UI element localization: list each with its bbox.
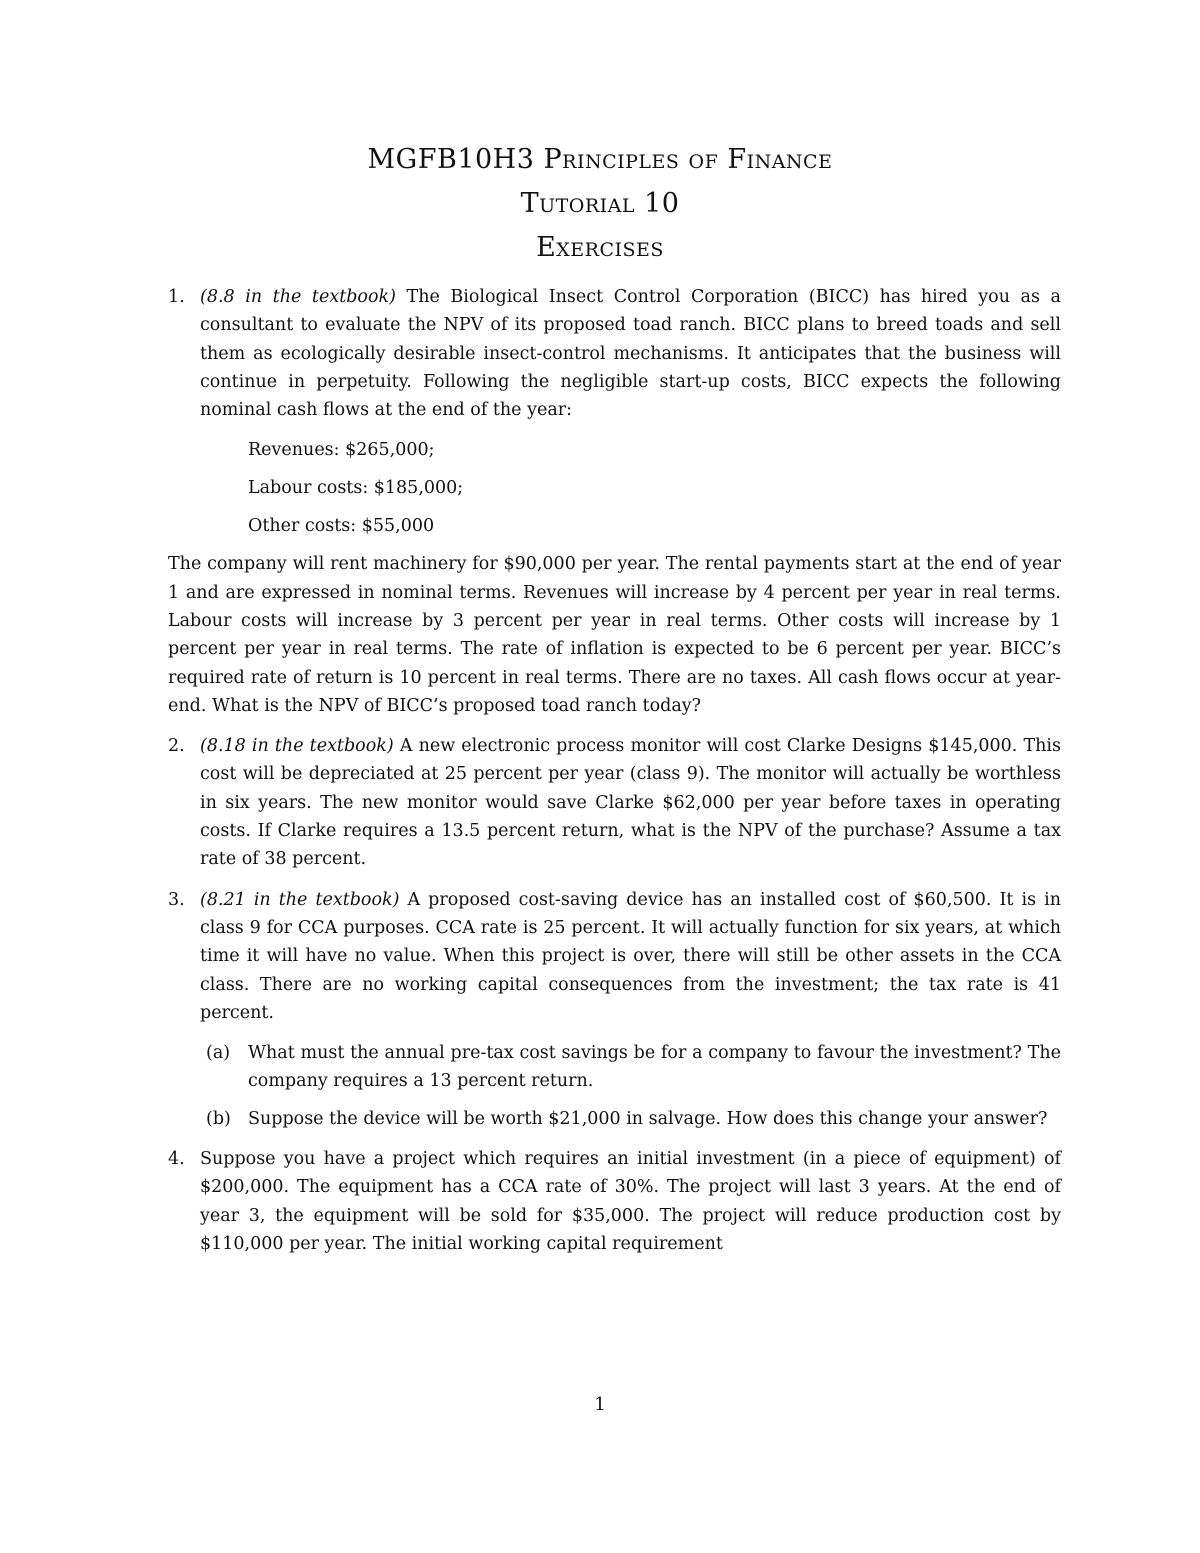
textbook-reference: (8.21 in the textbook) bbox=[200, 889, 400, 910]
textbook-reference: (8.18 in the textbook) bbox=[200, 736, 394, 757]
question-text: A proposed cost-saving device has an installed cost of $60,500. It is in class 9 for CCA purposes. CCA rate is 25 percent. It will actually function for six years, at which time it will have no value. When this project is over, there will still be other assets in the CCA class. There are no working capital consequences from the investment; the tax rate is 41 percent. bbox=[200, 889, 1061, 1023]
question-2 bbox=[168, 732, 1061, 873]
question-text: The Biological Insect Control Corporation (BICC) has hired you as a consultant to evaluate the NPV of its proposed toad ranch. BICC plans to breed toads and sell them as ecologically desirable insect-control mechanisms. It anticipates that the business will continue in perpetuity. Following the negligible start-up costs, BICC expects the following nominal cash flows at the end of the year: bbox=[200, 287, 1061, 421]
question-number: 1. bbox=[168, 287, 185, 307]
exercise-list bbox=[168, 283, 1061, 1270]
question-3 bbox=[168, 886, 1061, 1133]
part-label: (b) bbox=[206, 1108, 231, 1129]
part-text: Suppose the device will be worth $21,000 in salvage. How does this change your answer? bbox=[248, 1108, 1048, 1129]
question-4 bbox=[168, 1145, 1061, 1258]
cash-flow-labour: Labour costs: $185,000; bbox=[248, 478, 464, 499]
cash-flow-other: Other costs: $55,000 bbox=[248, 516, 435, 537]
cash-flow-list bbox=[248, 436, 1061, 540]
question-1-body: The company will rent machinery for $90,000 per year. The rental payments start at the end of year 1 and are expressed in nominal terms. Revenues will increase by 4 percent per year in real terms. Labour costs will increase by 3 percent per year in real terms. Other costs will increase by 1 percent per year in real terms. The rate of inflation is expected to be 6 percent per year. BICC’s required rate of return is 10 percent in real terms. There are no taxes. All cash flows occur at year-end. What is the NPV of BICC’s proposed toad ranch today? bbox=[168, 554, 1061, 716]
tutorial-title: Tutorial 10 bbox=[520, 188, 680, 219]
document-title bbox=[0, 138, 1200, 270]
question-number: 3. bbox=[168, 889, 185, 910]
cash-flow-revenues: Revenues: $265,000; bbox=[248, 440, 435, 461]
part-text: What must the annual pre-tax cost savings be for a company to favour the investment? The company requires a 13 percent return. bbox=[248, 1043, 1061, 1092]
textbook-reference: (8.8 in the textbook) bbox=[200, 287, 396, 307]
question-1-intro bbox=[200, 283, 1061, 424]
question-3-part-b bbox=[200, 1105, 1061, 1133]
course-title: MGFB10H3 Principles of Finance bbox=[367, 144, 833, 175]
question-3-part-a bbox=[200, 1039, 1061, 1096]
question-text: Suppose you have a project which requires an initial investment (in a piece of equipment) of $200,000. The equipment has a CCA rate of 30%. The project will last 3 years. At the end of year 3, the equipment will be sold for $35,000. The project will reduce production cost by $110,000 per year. The initial working capital requirement bbox=[200, 1149, 1061, 1254]
page-number: 1 bbox=[594, 1394, 606, 1415]
question-3-parts bbox=[200, 1039, 1061, 1133]
exercises-title: Exercises bbox=[536, 232, 664, 263]
question-number: 4. bbox=[168, 1149, 185, 1170]
question-text: A new electronic process monitor will cost Clarke Designs $145,000. This cost will be depreciated at 25 percent per year (class 9). The monitor will actually be worthless in six years. The new monitor would save Clarke $62,000 per year before taxes in operating costs. If Clarke requires a 13.5 percent return, what is the NPV of the purchase? Assume a tax rate of 38 percent. bbox=[200, 736, 1061, 870]
question-1 bbox=[168, 283, 1061, 540]
question-number: 2. bbox=[168, 736, 185, 757]
part-label: (a) bbox=[206, 1043, 231, 1064]
